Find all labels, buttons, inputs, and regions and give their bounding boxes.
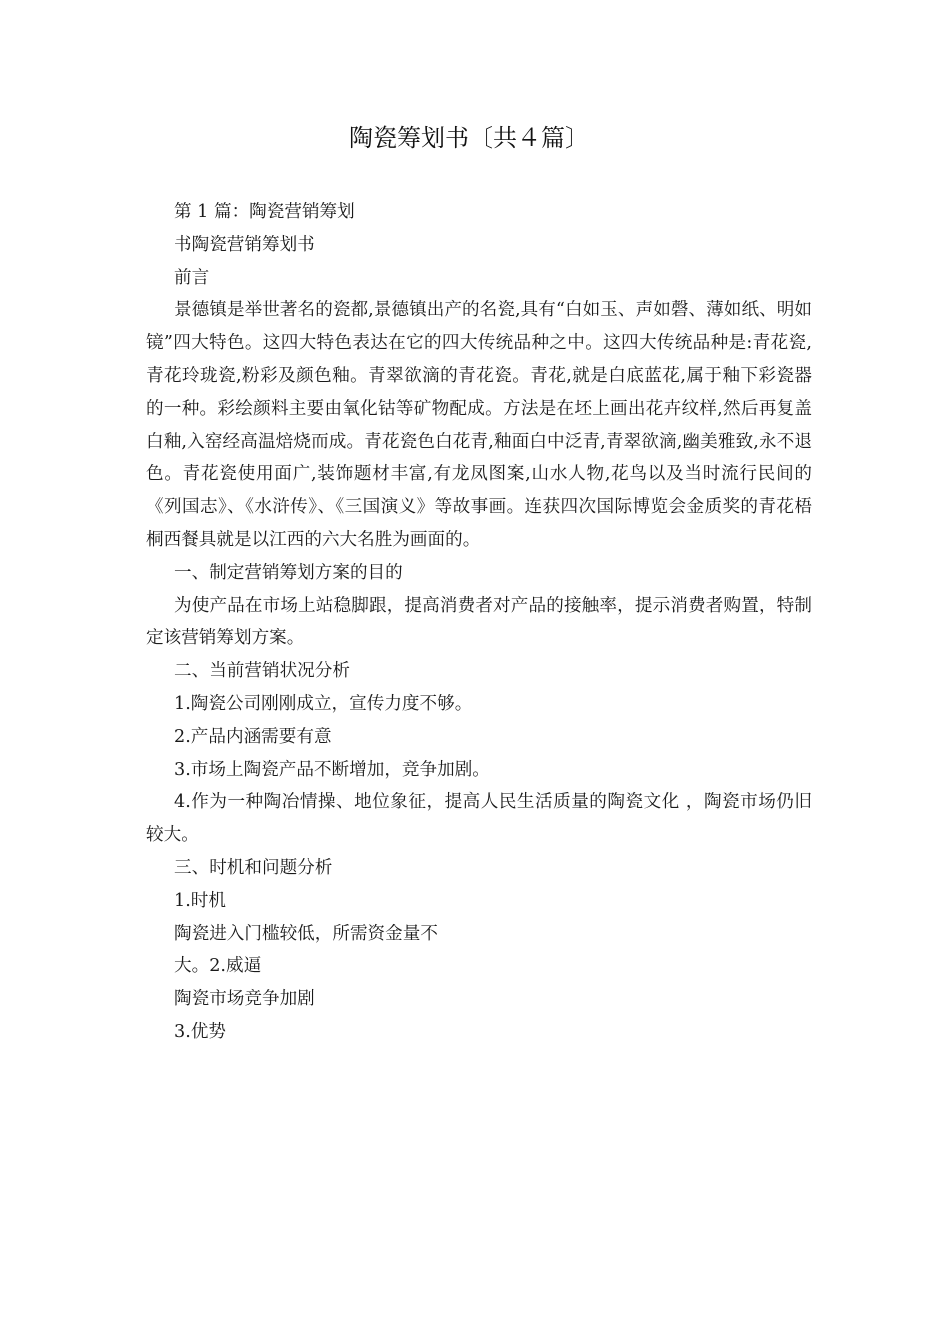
paragraph: 前言 — [174, 267, 210, 288]
paragraph: 景德镇是举世著名的瓷都,景德镇出产的名瓷,具有“白如玉、声如磬、薄如纸、明如镜”四大特色。这四大特色表达在它的四大传统品种之中。这四大传统品种是:青花瓷,青花玲珑瓷,粉彩及颜色釉。青翠欲滴的青花瓷。青花,就是白底蓝花,属于釉下彩瓷器的一种。彩绘颜料主要由氧化钴等矿物配成。方法是在坯上画出花卉纹样,然后再复盖白釉,入窑经高温焙烧而成。青花瓷色白花青,釉面白中泛青,青翠欲滴,幽美雅致,永不退色。青花瓷使用面广,装饰题材丰富,有龙凤图案,山水人物,花鸟以及当时流行民间的《列国志》、《水浒传》、《三国演义》等故事画。连获四次国际博览会金质奖的青花梧桐西餐具就是以江西的六大名胜为画面的。 — [146, 300, 812, 550]
paragraph: 大。2.威逼 — [174, 956, 262, 977]
document-body — [146, 196, 812, 1049]
paragraph: 为使产品在市场上站稳脚跟，提高消费者对产品的接触率，提示消费者购置，特制定该营销筹划方案。 — [146, 595, 812, 649]
paragraph: 第 1 篇：陶瓷营销筹划 — [174, 202, 355, 222]
list-item: 1.时机 — [174, 890, 226, 911]
list-item: 3.市场上陶瓷产品不断增加，竞争加剧。 — [174, 759, 490, 780]
document-title: 陶瓷筹划书〔共４篇〕 — [349, 124, 589, 152]
section-heading: 一、制定营销筹划方案的目的 — [174, 562, 403, 583]
paragraph: 陶瓷市场竞争加剧 — [174, 989, 315, 1010]
section-heading: 二、当前营销状况分析 — [174, 661, 350, 682]
list-item: 4.作为一种陶冶情操、地位象征，提高人民生活质量的陶瓷文化 ，陶瓷市场仍旧较大。 — [146, 792, 812, 846]
list-item: 3.优势 — [174, 1021, 226, 1042]
paragraph: 陶瓷进入门槛较低，所需资金量不 — [174, 923, 438, 944]
list-item: 2.产品内涵需要有意 — [174, 726, 332, 747]
section-heading: 三、时机和问题分析 — [174, 857, 333, 878]
list-item: 1.陶瓷公司刚刚成立，宣传力度不够。 — [174, 693, 473, 714]
paragraph: 书陶瓷营销筹划书 — [174, 234, 315, 255]
